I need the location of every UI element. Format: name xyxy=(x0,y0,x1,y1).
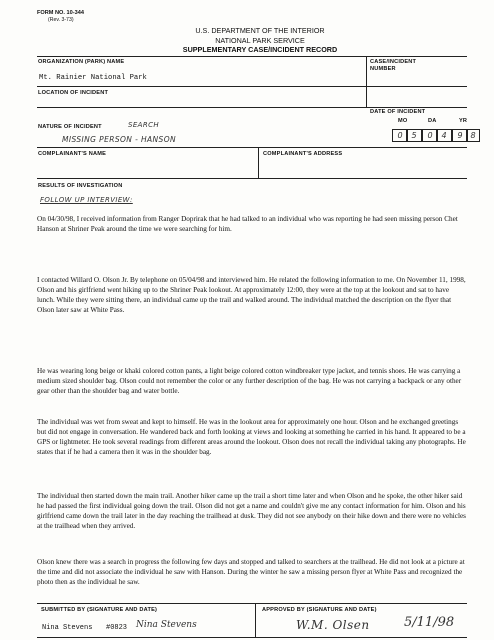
rule-footer-divider xyxy=(255,603,256,637)
rule-footer-top xyxy=(37,603,467,604)
narrative-paragraph: I contacted Willard O. Olson Jr. By telephone on 05/04/98 and interviewed him. He related the following information to me. On November 11, 1998, Olson and his girlfriend went hiking up to the Shriner Peak lookout. At approximately 12:00, they were at the top at the lookout and sat to have lunch. While they were sitting there, an individual came up the trail and walked around. The individual matched the description on the flyer that Olson later saw at White Pass. xyxy=(37,276,466,315)
date-digit-box: 5 xyxy=(406,129,422,142)
approver-signature: W.M. Olsen xyxy=(296,618,370,632)
rule-footer-bottom xyxy=(37,637,467,638)
rule-top xyxy=(37,56,467,57)
rule-complainant-divider xyxy=(258,147,259,178)
approval-date: 5/11/98 xyxy=(404,615,455,630)
date-yr-label: YR xyxy=(459,118,468,124)
rule-case-divider xyxy=(366,56,367,107)
location-label: LOCATION OF INCIDENT xyxy=(38,90,109,96)
narrative-paragraph: He was wearing long beige or khaki colored cotton pants, a light beige colored cotton windbreaker type jacket, and tennis shoes. He was carrying a medium sized shoulder bag. Olson could not remember the color or any further description of the bag. He was not carrying a backpack or any other gear other than the shoulder bag and water bottle. xyxy=(37,367,462,396)
record-title: SUPPLEMENTARY CASE/INCIDENT RECORD xyxy=(182,45,338,54)
date-digit-box: 4 xyxy=(436,129,452,142)
submitter-name: Nina Stevens xyxy=(42,624,93,632)
complainant-name-label: COMPLAINANT'S NAME xyxy=(38,151,107,157)
results-label: RESULTS OF INVESTIGATION xyxy=(38,183,123,189)
submitter-signature: Nina Stevens xyxy=(136,620,197,630)
rule-org-bottom xyxy=(37,86,467,87)
nature-label: NATURE OF INCIDENT xyxy=(38,124,102,130)
submitted-label: SUBMITTED BY (SIGNATURE AND DATE) xyxy=(41,607,158,613)
form-number: FORM NO. 10-344 xyxy=(37,10,84,16)
rule-nature-bottom xyxy=(37,147,467,148)
organization-value: Mt. Rainier National Park xyxy=(39,74,147,82)
organization-label: ORGANIZATION (PARK) NAME xyxy=(38,59,125,65)
date-digit-box: 9 xyxy=(452,129,468,142)
narrative-paragraph: Olson knew there was a search in progress the following few days and stopped and talked to searchers at the trailhead. He did not look at a picture at the time and did not associate the individual he saw with Hanson. During the winter he saw a missing person flyer at White Pass and recognized the photo then as the individual he saw. xyxy=(37,558,465,587)
form-revision: (Rev. 3-73) xyxy=(48,17,74,23)
nature-value-handwritten: SEARCH xyxy=(128,121,160,129)
narrative-paragraph: The individual was wet from sweat and kept to himself. He was in the lookout area for approximately one hour. Olson and he exchanged greetings but did not engage in conversation. He wandered back and forth looking at views and looking at something he carried in his hand. It appeared to be a GPS or lightmeter. He took several readings from different areas around the lookout. Olson does not recall the individual taking any photographs. He states that if he had a camera then it was in the shoulder bag. xyxy=(37,418,466,457)
narrative-paragraph: The individual then started down the main trail. Another hiker came up the trail a short time later and when Olson and he spoke, the other hiker said he had passed the first individual going down the trail. Olson did not get a name and couldn't give me any contact information for him. Olson and his girlfriend came down the trail later in the day reaching the trailhead at dusk. They did not see anybody on their hike down and there were no vehicles at the trailhead when they arrived. xyxy=(37,492,466,531)
date-label: DATE OF INCIDENT xyxy=(370,109,426,115)
case-number-label: CASE/INCIDENT NUMBER xyxy=(370,59,417,72)
followup-note-handwritten: FOLLOW UP INTERVIEW: xyxy=(40,196,133,204)
date-da-label: DA xyxy=(428,118,437,124)
approved-label: APPROVED BY (SIGNATURE AND DATE) xyxy=(262,607,377,613)
nature-value-handwritten: MISSING PERSON - HANSON xyxy=(62,135,177,144)
narrative-paragraph: On 04/30/98, I received information from Ranger Doprirak that he had talked to an individual who was reporting he had seen missing person Chet Hanson at Shriner Peak around the time we were searching for him. xyxy=(37,215,458,234)
date-digit-box: 0 xyxy=(392,129,408,142)
complainant-address-label: COMPLAINANT'S ADDRESS xyxy=(263,151,343,157)
date-digit-box: 0 xyxy=(422,129,438,142)
rule-complainant-bottom xyxy=(37,178,467,179)
department-title: U.S. DEPARTMENT OF THE INTERIOR xyxy=(195,26,325,35)
date-mo-label: MO xyxy=(398,118,408,124)
date-digit-box: 8 xyxy=(466,129,480,142)
rule-location-bottom xyxy=(37,107,467,108)
service-title: NATIONAL PARK SERVICE xyxy=(215,36,305,45)
submitter-badge: #0823 xyxy=(106,624,128,632)
